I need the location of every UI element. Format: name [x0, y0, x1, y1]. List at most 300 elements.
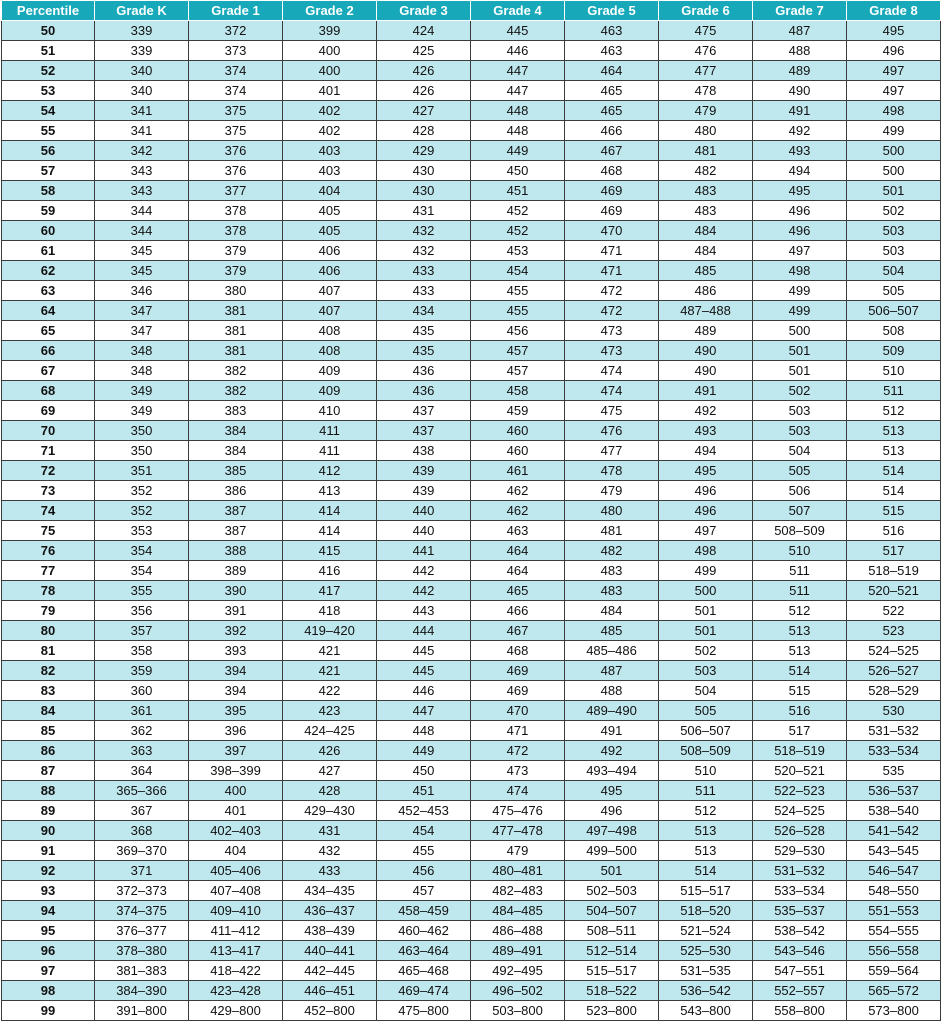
table-row: [2, 81, 941, 101]
score-cell: 376: [189, 161, 283, 181]
score-cell: 369–370: [95, 841, 189, 861]
score-cell: 551–553: [847, 901, 941, 921]
score-cell: 447: [471, 61, 565, 81]
score-cell: 353: [95, 521, 189, 541]
score-cell: 504: [659, 681, 753, 701]
score-cell: 494: [659, 441, 753, 461]
score-cell: 466: [565, 121, 659, 141]
score-cell: 506–507: [659, 721, 753, 741]
score-cell: 524–525: [753, 801, 847, 821]
score-cell: 445: [377, 661, 471, 681]
header-grade-2: Grade 2: [283, 1, 377, 21]
score-cell: 460: [471, 421, 565, 441]
score-cell: 435: [377, 341, 471, 361]
score-cell: 533–534: [753, 881, 847, 901]
score-cell: 378: [189, 221, 283, 241]
table-row: [2, 861, 941, 881]
score-cell: 457: [377, 881, 471, 901]
score-cell: 455: [377, 841, 471, 861]
percentile-cell: 60: [2, 221, 95, 241]
percentile-cell: 86: [2, 741, 95, 761]
table-header-row: [2, 1, 941, 21]
score-cell: 379: [189, 241, 283, 261]
score-cell: 437: [377, 401, 471, 421]
score-cell: 497: [847, 61, 941, 81]
score-cell: 486–488: [471, 921, 565, 941]
score-cell: 454: [471, 261, 565, 281]
score-cell: 409–410: [189, 901, 283, 921]
score-cell: 452: [471, 221, 565, 241]
score-cell: 389: [189, 561, 283, 581]
score-cell: 368: [95, 821, 189, 841]
score-cell: 485: [565, 621, 659, 641]
score-cell: 479: [471, 841, 565, 861]
score-cell: 490: [659, 341, 753, 361]
score-cell: 504–507: [565, 901, 659, 921]
score-cell: 514: [659, 861, 753, 881]
score-cell: 437: [377, 421, 471, 441]
score-cell: 359: [95, 661, 189, 681]
score-cell: 480: [659, 121, 753, 141]
score-cell: 486: [659, 281, 753, 301]
score-cell: 490: [753, 81, 847, 101]
score-cell: 365–366: [95, 781, 189, 801]
score-cell: 424–425: [283, 721, 377, 741]
score-cell: 526–528: [753, 821, 847, 841]
score-cell: 495: [565, 781, 659, 801]
percentile-cell: 50: [2, 21, 95, 41]
score-cell: 404: [283, 181, 377, 201]
score-cell: 382: [189, 361, 283, 381]
score-cell: 465: [471, 581, 565, 601]
score-cell: 376–377: [95, 921, 189, 941]
percentile-cell: 85: [2, 721, 95, 741]
score-cell: 347: [95, 321, 189, 341]
score-cell: 489: [659, 321, 753, 341]
score-cell: 487–488: [659, 301, 753, 321]
score-cell: 513: [847, 421, 941, 441]
score-cell: 536–542: [659, 981, 753, 1001]
score-cell: 445: [471, 21, 565, 41]
score-cell: 504: [847, 261, 941, 281]
percentile-cell: 56: [2, 141, 95, 161]
score-cell: 395: [189, 701, 283, 721]
table-row: [2, 521, 941, 541]
score-cell: 472: [565, 281, 659, 301]
percentile-cell: 90: [2, 821, 95, 841]
score-cell: 558–800: [753, 1001, 847, 1021]
score-cell: 403: [283, 141, 377, 161]
score-cell: 447: [377, 701, 471, 721]
score-cell: 402: [283, 101, 377, 121]
table-row: [2, 181, 941, 201]
score-cell: 381: [189, 321, 283, 341]
table-row: [2, 921, 941, 941]
table-row: [2, 961, 941, 981]
score-cell: 362: [95, 721, 189, 741]
score-cell: 403: [283, 161, 377, 181]
score-cell: 565–572: [847, 981, 941, 1001]
score-cell: 503: [847, 221, 941, 241]
score-cell: 474: [565, 361, 659, 381]
score-cell: 513: [753, 621, 847, 641]
score-cell: 445: [377, 641, 471, 661]
table-row: [2, 941, 941, 961]
score-cell: 529–530: [753, 841, 847, 861]
score-cell: 491: [659, 381, 753, 401]
score-cell: 443: [377, 601, 471, 621]
percentile-cell: 96: [2, 941, 95, 961]
score-cell: 500: [847, 161, 941, 181]
score-cell: 501: [565, 861, 659, 881]
score-cell: 499: [847, 121, 941, 141]
table-row: [2, 901, 941, 921]
score-cell: 469: [565, 201, 659, 221]
score-cell: 446: [471, 41, 565, 61]
score-cell: 536–537: [847, 781, 941, 801]
score-cell: 559–564: [847, 961, 941, 981]
score-cell: 408: [283, 321, 377, 341]
score-cell: 405: [283, 201, 377, 221]
table-body: [2, 21, 941, 1021]
percentile-cell: 61: [2, 241, 95, 261]
score-cell: 516: [753, 701, 847, 721]
table-row: [2, 581, 941, 601]
score-cell: 477: [565, 441, 659, 461]
score-cell: 452–453: [377, 801, 471, 821]
score-cell: 511: [753, 561, 847, 581]
score-cell: 434: [377, 301, 471, 321]
score-cell: 498: [753, 261, 847, 281]
score-cell: 423–428: [189, 981, 283, 1001]
score-cell: 374–375: [95, 901, 189, 921]
percentile-cell: 55: [2, 121, 95, 141]
score-cell: 552–557: [753, 981, 847, 1001]
score-cell: 436–437: [283, 901, 377, 921]
percentile-cell: 52: [2, 61, 95, 81]
table-row: [2, 761, 941, 781]
score-cell: 434–435: [283, 881, 377, 901]
score-cell: 409: [283, 361, 377, 381]
percentile-cell: 68: [2, 381, 95, 401]
score-cell: 358: [95, 641, 189, 661]
percentile-cell: 65: [2, 321, 95, 341]
score-cell: 429–800: [189, 1001, 283, 1021]
percentile-cell: 89: [2, 801, 95, 821]
score-cell: 456: [377, 861, 471, 881]
score-cell: 383: [189, 401, 283, 421]
score-cell: 393: [189, 641, 283, 661]
score-cell: 462: [471, 481, 565, 501]
score-cell: 425: [377, 41, 471, 61]
score-cell: 509: [847, 341, 941, 361]
score-cell: 433: [377, 281, 471, 301]
score-cell: 405: [283, 221, 377, 241]
header-grade-8: Grade 8: [847, 1, 941, 21]
table-row: [2, 801, 941, 821]
score-cell: 535–537: [753, 901, 847, 921]
percentile-cell: 93: [2, 881, 95, 901]
table-row: [2, 121, 941, 141]
score-cell: 495: [659, 461, 753, 481]
score-cell: 505: [753, 461, 847, 481]
score-cell: 440: [377, 521, 471, 541]
score-cell: 502: [659, 641, 753, 661]
score-cell: 513: [659, 841, 753, 861]
score-cell: 468: [565, 161, 659, 181]
score-cell: 485: [659, 261, 753, 281]
score-cell: 500: [659, 581, 753, 601]
score-cell: 521–524: [659, 921, 753, 941]
score-cell: 385: [189, 461, 283, 481]
score-cell: 498: [659, 541, 753, 561]
score-cell: 513: [659, 821, 753, 841]
score-cell: 470: [471, 701, 565, 721]
score-cell: 472: [565, 301, 659, 321]
percentile-cell: 64: [2, 301, 95, 321]
percentile-cell: 81: [2, 641, 95, 661]
score-cell: 511: [847, 381, 941, 401]
percentile-cell: 59: [2, 201, 95, 221]
score-cell: 515–517: [565, 961, 659, 981]
score-cell: 475–800: [377, 1001, 471, 1021]
score-cell: 414: [283, 521, 377, 541]
score-cell: 344: [95, 201, 189, 221]
score-cell: 499: [659, 561, 753, 581]
score-cell: 396: [189, 721, 283, 741]
table-row: [2, 221, 941, 241]
score-cell: 442–445: [283, 961, 377, 981]
score-cell: 352: [95, 481, 189, 501]
score-cell: 503: [753, 421, 847, 441]
table-row: [2, 461, 941, 481]
score-cell: 409: [283, 381, 377, 401]
percentile-cell: 51: [2, 41, 95, 61]
percentile-cell: 53: [2, 81, 95, 101]
score-cell: 510: [753, 541, 847, 561]
table-row: [2, 61, 941, 81]
score-cell: 475–476: [471, 801, 565, 821]
score-cell: 342: [95, 141, 189, 161]
score-cell: 457: [471, 361, 565, 381]
score-cell: 392: [189, 621, 283, 641]
score-cell: 384: [189, 421, 283, 441]
table-row: [2, 781, 941, 801]
score-cell: 533–534: [847, 741, 941, 761]
score-cell: 573–800: [847, 1001, 941, 1021]
score-cell: 347: [95, 301, 189, 321]
score-cell: 351: [95, 461, 189, 481]
score-cell: 378–380: [95, 941, 189, 961]
score-cell: 400: [189, 781, 283, 801]
score-cell: 349: [95, 401, 189, 421]
score-cell: 513: [753, 641, 847, 661]
score-cell: 506–507: [847, 301, 941, 321]
score-cell: 424: [377, 21, 471, 41]
score-cell: 442: [377, 561, 471, 581]
score-cell: 515: [753, 681, 847, 701]
score-cell: 371: [95, 861, 189, 881]
score-cell: 452: [471, 201, 565, 221]
score-cell: 496–502: [471, 981, 565, 1001]
score-cell: 401: [283, 81, 377, 101]
score-cell: 350: [95, 421, 189, 441]
score-cell: 484–485: [471, 901, 565, 921]
score-cell: 460–462: [377, 921, 471, 941]
table-row: [2, 561, 941, 581]
score-cell: 491: [753, 101, 847, 121]
score-cell: 496: [847, 41, 941, 61]
score-cell: 375: [189, 121, 283, 141]
score-cell: 436: [377, 381, 471, 401]
score-cell: 400: [283, 41, 377, 61]
score-cell: 491: [565, 721, 659, 741]
score-cell: 499–500: [565, 841, 659, 861]
table-row: [2, 381, 941, 401]
score-cell: 428: [377, 121, 471, 141]
score-cell: 344: [95, 221, 189, 241]
score-cell: 470: [565, 221, 659, 241]
score-cell: 448: [377, 721, 471, 741]
score-cell: 399: [283, 21, 377, 41]
header-grade-1: Grade 1: [189, 1, 283, 21]
percentile-cell: 92: [2, 861, 95, 881]
percentile-cell: 66: [2, 341, 95, 361]
score-cell: 346: [95, 281, 189, 301]
score-cell: 427: [283, 761, 377, 781]
score-cell: 400: [283, 61, 377, 81]
score-cell: 397: [189, 741, 283, 761]
header-grade-7: Grade 7: [753, 1, 847, 21]
score-cell: 350: [95, 441, 189, 461]
score-cell: 421: [283, 641, 377, 661]
score-cell: 515–517: [659, 881, 753, 901]
header-grade-5: Grade 5: [565, 1, 659, 21]
percentile-cell: 82: [2, 661, 95, 681]
score-cell: 493–494: [565, 761, 659, 781]
percentile-cell: 95: [2, 921, 95, 941]
score-cell: 387: [189, 521, 283, 541]
score-cell: 531–535: [659, 961, 753, 981]
score-cell: 339: [95, 41, 189, 61]
score-cell: 469: [471, 661, 565, 681]
score-cell: 526–527: [847, 661, 941, 681]
score-cell: 379: [189, 261, 283, 281]
score-cell: 489–490: [565, 701, 659, 721]
score-cell: 473: [565, 321, 659, 341]
score-cell: 377: [189, 181, 283, 201]
score-cell: 452–800: [283, 1001, 377, 1021]
score-cell: 473: [565, 341, 659, 361]
score-cell: 496: [753, 201, 847, 221]
score-cell: 441: [377, 541, 471, 561]
table-row: [2, 641, 941, 661]
table-row: [2, 541, 941, 561]
score-cell: 508–509: [659, 741, 753, 761]
score-cell: 512: [659, 801, 753, 821]
score-cell: 411: [283, 441, 377, 461]
score-cell: 524–525: [847, 641, 941, 661]
score-cell: 413: [283, 481, 377, 501]
score-cell: 479: [565, 481, 659, 501]
table-row: [2, 301, 941, 321]
score-cell: 484: [659, 221, 753, 241]
score-cell: 518–520: [659, 901, 753, 921]
score-cell: 463–464: [377, 941, 471, 961]
score-cell: 360: [95, 681, 189, 701]
percentile-cell: 74: [2, 501, 95, 521]
percentile-cell: 70: [2, 421, 95, 441]
score-cell: 355: [95, 581, 189, 601]
score-cell: 543–546: [753, 941, 847, 961]
score-cell: 463: [471, 521, 565, 541]
score-cell: 465: [565, 101, 659, 121]
score-cell: 511: [659, 781, 753, 801]
score-cell: 458–459: [377, 901, 471, 921]
score-cell: 503: [753, 401, 847, 421]
percentile-cell: 77: [2, 561, 95, 581]
score-cell: 487: [753, 21, 847, 41]
score-cell: 450: [377, 761, 471, 781]
score-cell: 474: [471, 781, 565, 801]
score-cell: 454: [377, 821, 471, 841]
score-cell: 417: [283, 581, 377, 601]
score-cell: 448: [471, 121, 565, 141]
percentile-cell: 94: [2, 901, 95, 921]
percentile-cell: 54: [2, 101, 95, 121]
table-row: [2, 281, 941, 301]
percentile-cell: 58: [2, 181, 95, 201]
score-cell: 472: [471, 741, 565, 761]
score-cell: 464: [471, 541, 565, 561]
score-cell: 535: [847, 761, 941, 781]
score-cell: 482: [565, 541, 659, 561]
score-cell: 364: [95, 761, 189, 781]
score-cell: 492: [565, 741, 659, 761]
score-cell: 390: [189, 581, 283, 601]
score-cell: 502: [847, 201, 941, 221]
score-cell: 411: [283, 421, 377, 441]
score-cell: 501: [753, 341, 847, 361]
score-cell: 428: [283, 781, 377, 801]
score-cell: 343: [95, 181, 189, 201]
score-cell: 405–406: [189, 861, 283, 881]
score-cell: 520–521: [753, 761, 847, 781]
score-cell: 493: [753, 141, 847, 161]
table-row: [2, 21, 941, 41]
score-cell: 455: [471, 301, 565, 321]
table-row: [2, 101, 941, 121]
score-cell: 436: [377, 361, 471, 381]
score-cell: 447: [471, 81, 565, 101]
score-cell: 384: [189, 441, 283, 461]
score-cell: 528–529: [847, 681, 941, 701]
table-row: [2, 41, 941, 61]
score-cell: 422: [283, 681, 377, 701]
score-cell: 554–555: [847, 921, 941, 941]
table-row: [2, 481, 941, 501]
score-cell: 469: [565, 181, 659, 201]
score-cell: 465–468: [377, 961, 471, 981]
score-cell: 376: [189, 141, 283, 161]
score-cell: 482: [659, 161, 753, 181]
score-cell: 507: [753, 501, 847, 521]
score-cell: 475: [659, 21, 753, 41]
score-cell: 457: [471, 341, 565, 361]
score-cell: 518–519: [753, 741, 847, 761]
score-cell: 467: [565, 141, 659, 161]
score-cell: 426: [377, 81, 471, 101]
